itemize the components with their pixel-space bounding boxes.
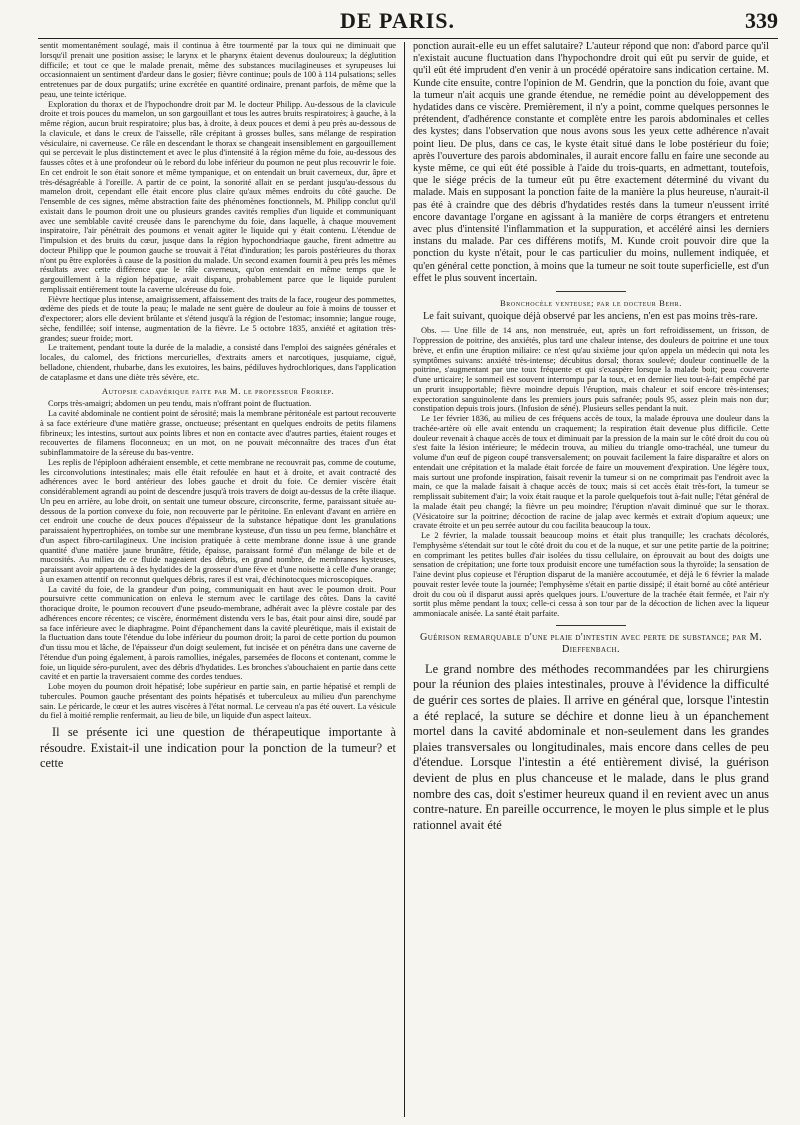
header-rule: [38, 38, 778, 39]
paragraph: Fièvre hectique plus intense, amaigrissement, affaissement des traits de la face, rougeur des pommettes, œdème des pieds et de toute la peau; le malade ne sent guère de douleur au foie à moins de tousser et d'expectorer; alors elle devient brûlante et s'étend jusqu'à la région de l'estomac; insomnie; langue rouge, sèche, fendillée; soif intense, augmentation de la fièvre. Le 5 octobre 1835, anxiété et agitation très-grandes; sueur froide; mort.: [40, 294, 396, 343]
paragraph: Corps très-amaigri; abdomen un peu tendu, mais n'offrant point de fluctuation.: [48, 399, 312, 409]
bronchocele-case: [413, 326, 769, 619]
left-column: [40, 41, 396, 1119]
paragraph: Exploration du thorax et de l'hypochondre droit par M. le docteur Philipp. Au-dessous de la clavicule droite et trois pouces du mamelon, un son gargouillant et tous les autres bruits respiratoires; à gauche, à la même région, aucun bruit respiratoire; plus bas, à droite, à deux pouces et demi à peu près au-dessous de la clavicule, et dans le creux de l'aisselle, râle crépitant à grosses bulles, sans mélange de respiration vésiculaire, ni caverneuse. Ce râle en descendant le thorax se changeait insensiblement en gargouillement qui se percevait le plus distinctement et avec le plus d'intensité à la région même du foie, au-dessous des fausses côtes et à une profondeur où le rebord du lobe inférieur du poumon ne peut plus recouvrir le foie. En cet endroit le son était sonore et même tympanique, et on entendait un bruit caverneux, dur, âpre et très-désagréable à l'oreille. A partir de ce point, la sonorité allait en se perdant jusqu'au-dessous du mamelon droit, cependant elle était encore plus claire qu'aux mêmes endroits du côté gauche. De l'ensemble de ces signes, même abstraction faite des phénomènes fonctionnels, M. Philipp conclut qu'il existait dans le poumon droit une ou plusieurs grandes cavités remplies d'un liquide et communiquant avec une semblable cavité creusée dans le parenchyme du foie, dans laquelle, à chaque mouvement inspiratoire, l'air pénétrait des poumons et venait agiter le liquide qui y était contenu. L'étendue de l'impulsion et des bruits du cœur, jusque dans la région hypochondriaque gauche, firent admettre au docteur Philipp que le poumon gauche se trouvait à l'état d'induration; les parois postérieures du thorax n'ont pu être explorées à cause de la position du malade. Un second examen fournit à peu près les mêmes résultats avec cette différence que le râle caverneux, qu'on entendait en même temps que le gargouillement à la région hépatique, avait disparu, probablement parce que le liquide purulent remplissait entièrement toute la caverne ulcéreuse du foie.: [40, 99, 396, 294]
paragraph: La cavité abdominale ne contient point de sérosité; mais la membrane péritonéale est partout recouverte à sa face extérieure d'une matière grasse, onctueuse; présentant en quelques endroits de petits filamens fibrineux; les intestins, surtout aux points libres et non en contacte avec d'autres parties, étaient rouges et recouvertes de filamens floconneux; en un mot, on ne pouvait méconnaître des traces d'un état subinflammatoire de la séreuse du bas-ventre.: [40, 409, 396, 457]
paragraph: Le traitement, pendant toute la durée de la maladie, a consisté dans l'emploi des saignées générales et locales, du calomel, des frictions mercurielles, d'extraits amers et narcotiques, jusquiame, ciguë, belladone, chiendent, rhubarbe, dans les exutoires, les bains, pédiluves hydrochloriques, dans l'application de cataplasme et dans une diète très sévère, etc.: [40, 343, 396, 382]
paragraph: Le grand nombre des méthodes recommandées par les chirurgiens pour la réunion des plaies intestinales, prouve à l'évidence la difficulté de guérir ces sortes de plaies. Il arrive en général que, lorsque l'intestin a été replacé, la suture se déchire et donne lieu à un épanchement mortel dans la cavité abdominale et non-seulement dans les grandes plaies transversales ou longitudinales, mais encore dans celles de peu d'étendue. Lorsque l'intestin a été entièrement divisé, la guérison devient de plus en plus chanceuse et le malade, dans le plus grand nombre des cas, doit s'estimer heureux quand il en revient avec un anus contre-nature. En pareille occurrence, le moyen le plus simple et le plus rationnel avait été: [413, 661, 769, 832]
autopsy-block: [40, 399, 396, 721]
page-header: [0, 0, 800, 40]
right-column: [413, 41, 769, 1119]
section-separator: [556, 291, 626, 292]
running-title: DE PARIS.: [340, 8, 455, 33]
section-heading-autopsy: Autopsie cadavérique faite par M. le professeur Froriep.: [101, 386, 335, 397]
clinical-observation-block: [40, 41, 396, 382]
discussion-continuation: [413, 41, 769, 285]
paragraph: sentit momentanément soulagé, mais il continua à être tourmenté par la toux qui ne diminuait que lorsqu'il prenait une position assise; le larynx et le pharynx étaient devenus douloureux; la déglutition difficile; et tout ce que le malade prenait, même des substances mucilagineuses et syrupeuses lui occasionnaient un sentiment d'ardeur dans le gosier; fièvre continue; pouls de 100 à 114 pulsations; selles entretenues par de doux purgatifs; urine excrétée en quantité ordinaire, prenant parfois, de même que la peau, une teinte ictérique.: [40, 41, 396, 99]
paragraph: La cavité du foie, de la grandeur d'un poing, communiquait en haut avec le poumon droit. Pour poursuivre cette communication on enleva le sternum avec le cartilage des côtes. Dans la cavité thoracique droite, le poumon recouvert d'une pseudo-membrane, adhérait avec la plèvre costale par des adhérences encore récentes; ce viscère, énormément distendu vers le bas, était pour ainsi dire, soudé par sa face inférieure avec le diaphragme. Point d'épanchement dans la cavité pleurétique, mais il existait de la fluctuation dans toute l'étendue du lobe inférieur du poumon droit; la paroi de cette portion du poumon d'un tissu mou et lâche, de l'épaisseur d'un doigt seulement, fut incisée et on pénétra dans une caverne de l'étendue d'un poing également, à parois ramollies, inégales, parsemées de flocons et contenant, comme le foie, un liquide séro-purulent, avec des débris d'hydatides. Les bronches s'abouchaient en partie dans cette cavité et en partie la traversaient comme des cordes tendues.: [40, 584, 396, 682]
paragraph: Il se présente ici une question de thérapeutique importante à résoudre. Existait-il une indication pour la ponction de la tumeur? et cette: [40, 725, 396, 771]
paragraph: Les replis de l'épiploon adhéraient ensemble, et cette membrane ne recouvrait pas, comme de coutume, les circonvolutions intestinales; mais elle était refoulée en haut et à droite, et avait contracté des adhérences avec le bord antérieur des lobes gauche et droit du foie. Ce dernier viscère était considérablement agrandi au point de descendre jusqu'à trois travers de doigt au-dessus de la crête iliaque. Un peu en arrière, au lobe droit, on sentait une tumeur obscure, circonscrite, ferme, paraissant située au-dessous de la portion convexe du foie, non recouverte par le péritoine. En enlevant d'avant en arrière en cet endroit une couche de deux pouces d'épaisseur de la substance hépatique dont les granulations paraissaient hypertrophiées, on tombe sur une membrane kysteuse, d'un tissu un peu ferme, blanchâtre et d'un aspect fibro-cartilagineux. Une incision pratiquée à cette membrane donne issue à une grande quantité d'une matière jaune brunâtre, fétide, épaisse, paraissant formé d'un mélange de bile et de mucosités. Au milieu de ce fluide nageaient des débris, en grand nombre, de membranes kysteuses, paraissant avoir appartenu à des hydatides de la grosseur d'une fève et d'une noisette à celle d'une orange; à un examen attentif on reconnut quelques débris, rares il est vrai, d'échinotocques microscopiques.: [40, 457, 396, 584]
paragraph: Le fait suivant, quoique déjà observé par les anciens, n'en est pas moins très-rare.: [423, 311, 758, 323]
page-number: 339: [745, 8, 778, 33]
paragraph: Le 2 février, la malade toussait beaucoup moins et était plus tranquille; les crachats décolorés, l'emphysème s'étendait sur tout le côté droit du cou et de la nuque, et sur une petite partie de la poitrine; en comprimant les petites bulles d'air isolées du tissu cellulaire, on éprouvait au bout des doigts une sensation de crépitation; une forte toux produisit encore une tuméfaction sous la thyroïde; la sensation de l'aine devint plus copieuse et l'éruption disparut de la manière accoutumée, et déjà le 6 février la malade pouvait rester levée toute la journée; l'emphysème s'était en partie dissipé; il était borné au côté antérieur droit du cou où il disparut aussi après quelques jours. L'ouverture de la trachée était fermée, et l'air n'y sortit plus même pendant la toux; celle-ci cessa à son tour par de la décoction de lichen avec la liqueur ammoniacale anisée. La santé était parfaite.: [413, 531, 769, 619]
discussion-block: [40, 725, 396, 772]
paragraph: Obs. — Une fille de 14 ans, non menstruée, eut, après un fort refroidissement, un frisson, de l'oppression de poitrine, des anxiétés, plus tard une chaleur intense, des douleurs de poitrine et une toux brève, et enfin une éruption miliaire: ce n'est qu'au sixième jour qu'on appela un médecin qui nota les symptômes suivans: anxiété très-intense; décubitus dorsal; thorax soulevé; douleur continuelle de la poitrine, s'augmentant par une toux fréquente et qui s'exaspère lorsque la malade boit; peau couverte d'une urticaire; le sommeil est souvent interrompu par la toux, et en dernier lieu tout-à-fait empêché par un prurit insupportable; fièvre moindre depuis l'éruption, mais chaleur et soif encore très-intenses; expectoration sanguinolente dans les premiers jours puis safranée; pouls 95, assez plein mais non dur; constipation depuis trois jours. (Infusion de séné). Plusieurs selles pendant la nuit.: [413, 326, 769, 414]
bronchocele-intro: [413, 311, 769, 323]
section-heading-bronchocele: Bronchocèle venteuse; par le docteur Behr.: [499, 298, 683, 309]
paragraph: Le 1er février 1836, au milieu de ces fréquens accès de toux, la malade éprouva une douleur dans la trachée-artère où elle avait entendu un craquement; la respiration était devenue plus difficile. Cette douleur revenait à chaque accès de toux et diminuait par la pression de la main sur le côté droit du cou où s'est faite la lésion intérieure; le médecin trouva, au milieu du triangle omo-trachéal, une tumeur du volume d'un œuf de pigeon coupé transversalement; on pouvait facilement la faire disparaître et alors on entendait une crépitation et la malade était forcée de faire un mouvement d'expiration. Une légère toux, mais surtout une profonde inspiration, faisait revenir la tumeur si on ne comprimait pas l'endroit avec la main, ce que la malade faisait à chaque accès de toux; mais si cet accès était très-fort, la tumeur se remplissait subitement d'air; la voix était rauque et la parole quelquefois tout à-fait nulle; l'état général de la malade était peu changé; la fièvre un peu moindre; l'éruption n'avait diminué que sur le thorax. (Vésicatoire sur la poitrine; décoction de racine de jalap avec kermès et extrait d'opium aqueux; une cravate étroite et un peu serrée autour du cou facilita beaucoup la toux.: [413, 414, 769, 531]
paragraph: ponction aurait-elle eu un effet salutaire? L'auteur répond que non: d'abord parce qu'il n'existait aucune fluctuation dans l'hypochondre droit qui eût pu servir de guide, et qu'il eût été imprudent d'en venir à un procédé opératoire sans indication certaine. M. Kunde cite ensuite, contre l'opinion de M. Gendrin, que la ponction du foie, avant que la tumeur n'ait acquis une grande étendue, ne remédie point au développement des hydatides dans ce viscère. Premièrement, il n'y a point, comme quelques personnes le prétendent, d'adhérence constante et complète entre les parois abdominales et celles des kystes; dans l'observation que nous avons sous les yeux cette adhérence n'avait point lieu. De plus, dans ce cas, le kyste était situé dans le lobe postérieur du foie; après l'ouverture des parois abdominales, il aurait encore fallu en faire une seconde au kyste même, ce qui eût été possible à l'aide du trois-quarts, en admettant, toutefois, que le siége précis de la tumeur eût pu être exactement déterminé du vivant du malade. Mais en supposant la ponction faite de la manière la plus heureuse, n'aurait-il pas été à craindre que des débris d'hydatides restés dans la tumeur n'eussent irrité encore davantage l'organe en agissant à la manière de corps étrangers et entretenu avec plus d'intensité l'inflammation et la suppuration, et accéléré ainsi les derniers instans du malade. Par ces différens motifs, M. Kunde croit pouvoir dire que la ponction du kyste n'était, pour le cas particulier du moins, nullement indiquée, et qu'en général cette ponction, à moins que la tumeur ne soit toute superficielle, est d'un effet le plus souvent incertain.: [413, 41, 769, 284]
paragraph: Lobe moyen du poumon droit hépatisé; lobe supérieur en partie sain, en partie hépatisé et rempli de tubercules. Poumon gauche présentant des points hépatisés et tuberculeux au milieu d'un parenchyme sain. Le péricarde, le cœur et les autres viscères à l'état normal. Le cerveau n'a pas été ouvert. La vésicule du fiel à moitié remplie renfermait, au lieu de bile, un liquide d'un aspect laiteux.: [40, 682, 396, 721]
section-separator: [556, 625, 626, 626]
column-divider: [404, 42, 405, 1117]
section-heading-guerison: Guérison remarquable d'une plaie d'intestin avec perte de substance; par M. Dieffenbach.: [419, 631, 763, 656]
guerison-block: [413, 662, 769, 834]
